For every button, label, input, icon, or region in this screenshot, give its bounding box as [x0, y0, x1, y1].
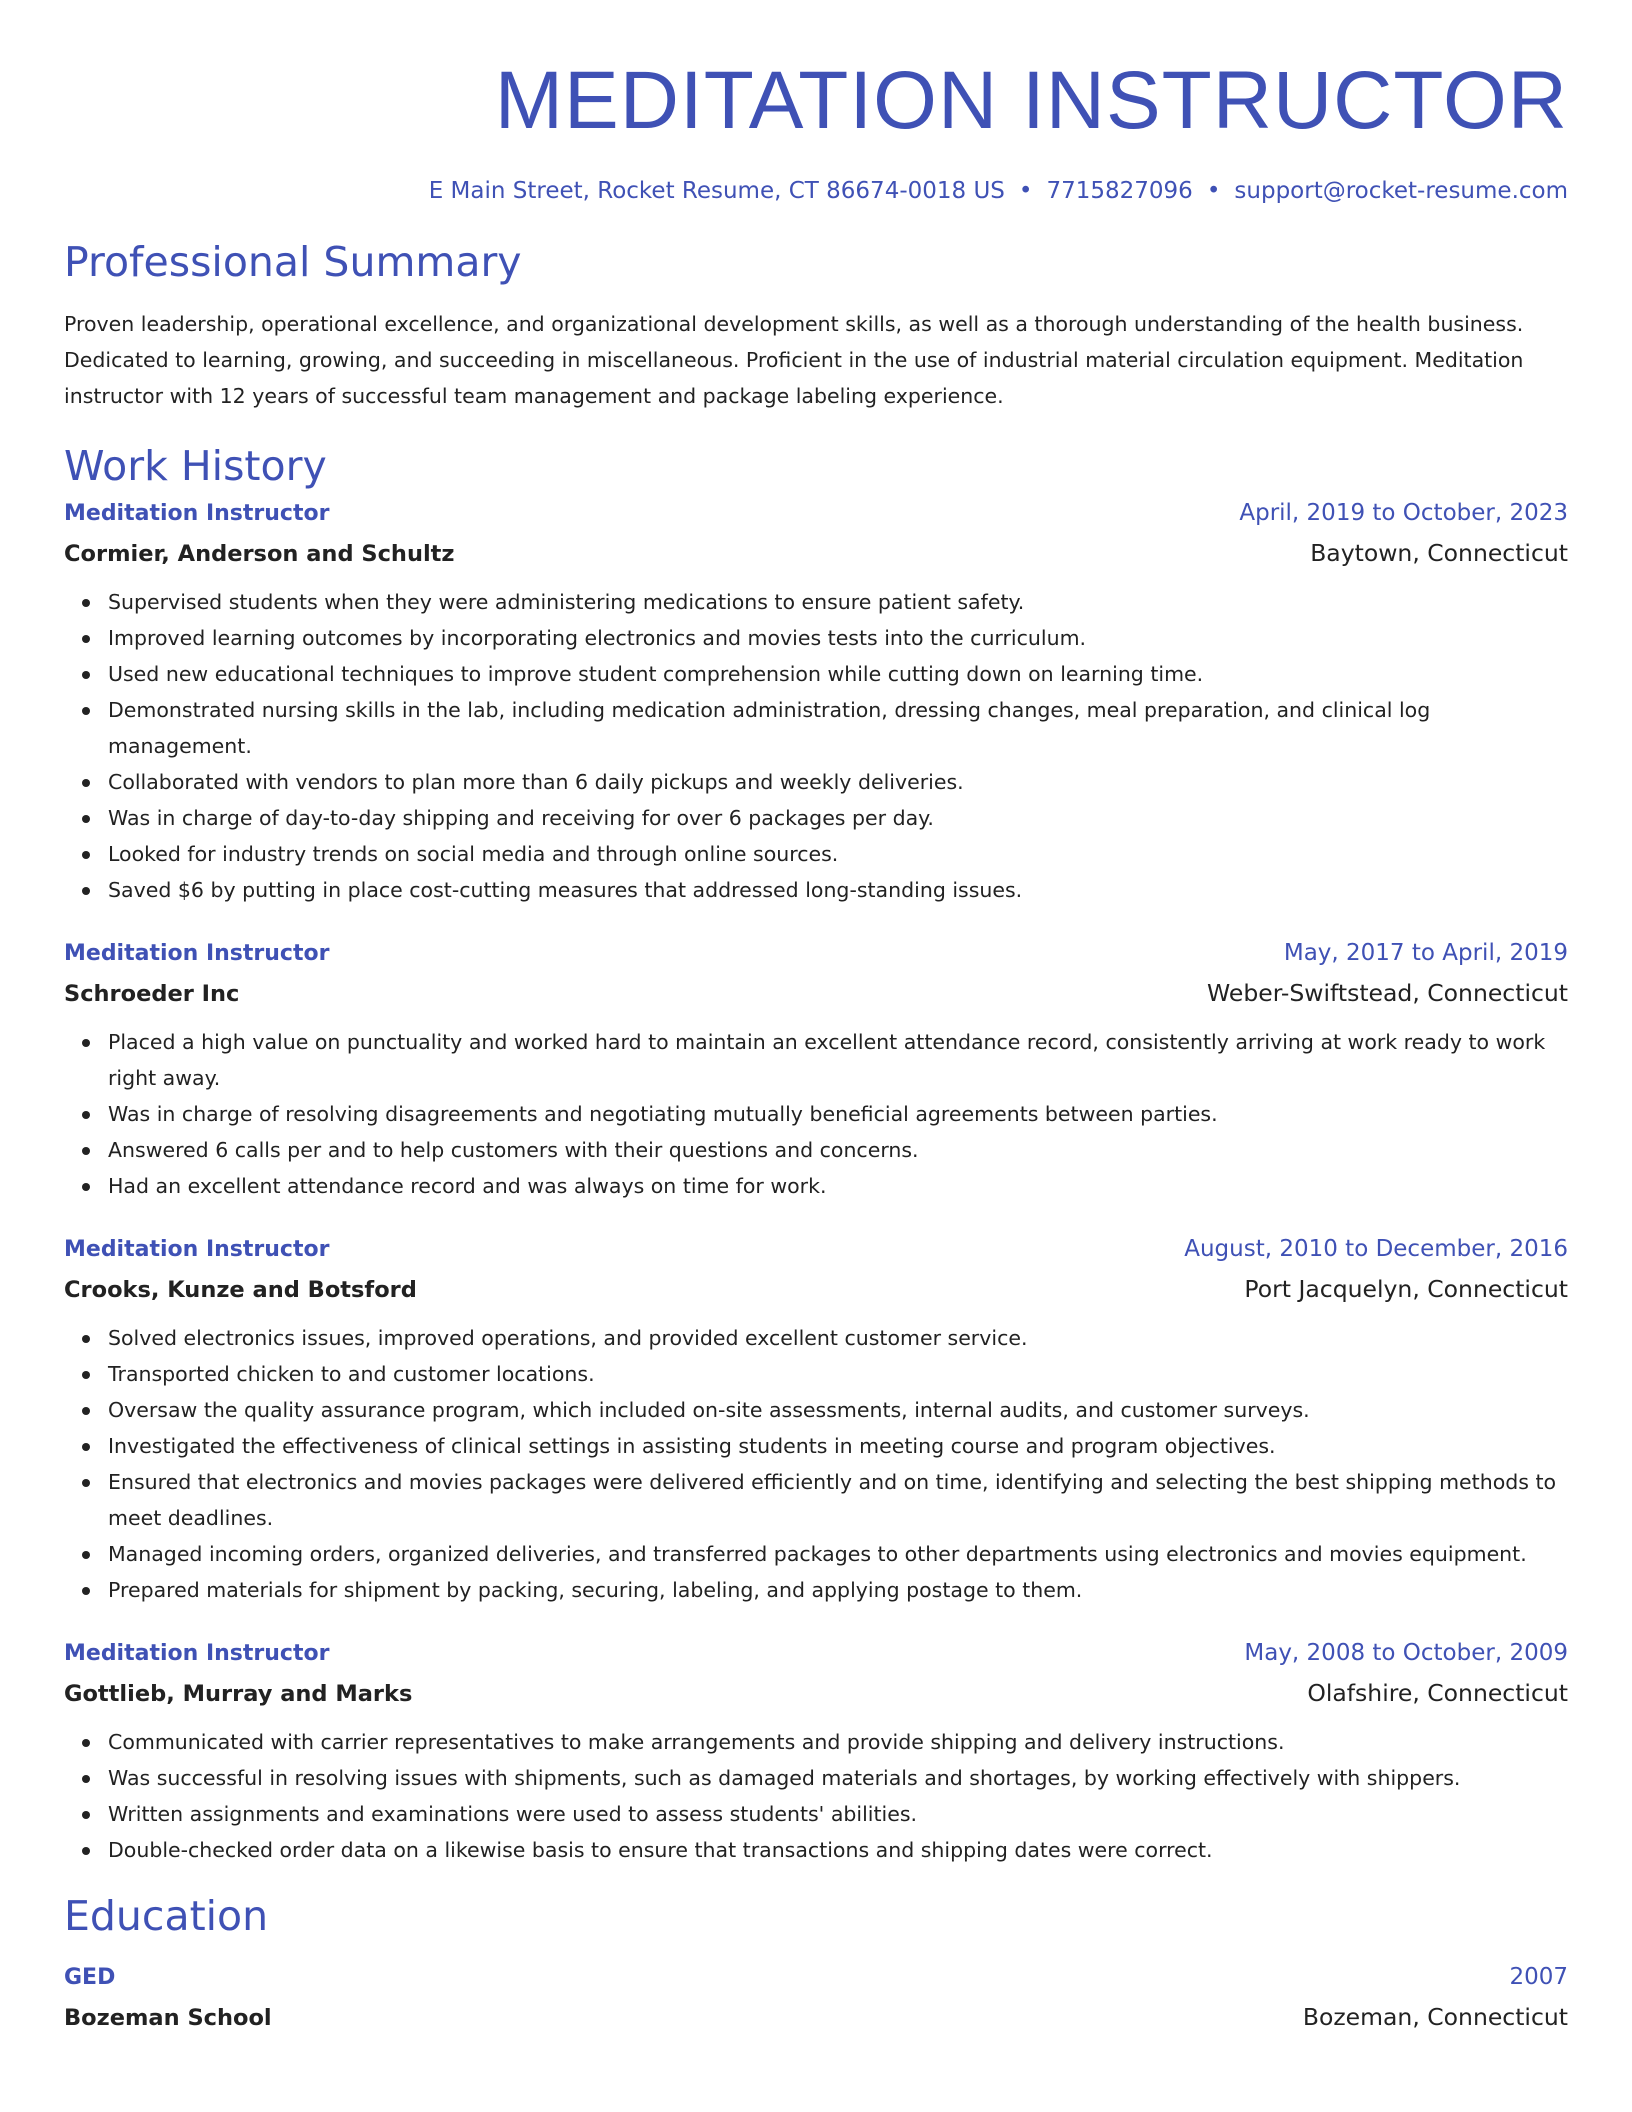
education-location: Bozeman, Connecticut: [1302, 2003, 1568, 2031]
job-title: Meditation Instructor: [64, 501, 330, 526]
education-degree: GED: [64, 1965, 116, 1990]
education-heading: Education: [64, 1892, 269, 1940]
job-location: Baytown, Connecticut: [1310, 539, 1568, 567]
job-entry: [64, 934, 1568, 1204]
job-bullet: Supervised students when they were administering medications to ensure patient safety.: [108, 584, 1568, 620]
job-bullet: Was successful in resolving issues with shipments, such as damaged materials and shortages, by working effectively with shippers.: [108, 1760, 1568, 1796]
job-bullet: Answered 6 calls per and to help customers with their questions and concerns.: [108, 1132, 1568, 1168]
contact-email[interactable]: support@rocket-resume.com: [1234, 178, 1568, 204]
job-company: Cormier, Anderson and Schultz: [64, 541, 455, 567]
job-dates: May, 2017 to April, 2019: [1283, 940, 1568, 966]
job-dates: May, 2008 to October, 2009: [1244, 1640, 1568, 1666]
job-bullet: Collaborated with vendors to plan more than 6 daily pickups and weekly deliveries.: [108, 764, 1568, 800]
job-entry: [64, 494, 1568, 908]
summary-text: Proven leadership, operational excellence, and organizational development skills, as well as a thorough understanding of the health business. Dedicated to learning, growing, and succeeding in miscellaneous. Proficient in the use of industrial material circulation equipment. Meditation instructor with 12 years of successful team management and package labeling experience.: [64, 312, 1524, 408]
job-location: Weber-Swiftstead, Connecticut: [1207, 979, 1568, 1007]
job-location: Port Jacquelyn, Connecticut: [1244, 1275, 1568, 1303]
job-dates: August, 2010 to December, 2016: [1184, 1236, 1568, 1262]
job-location: Olafshire, Connecticut: [1307, 1679, 1568, 1707]
contact-separator: •: [1018, 178, 1033, 204]
contact-line: [64, 174, 1568, 208]
resume-page: [64, 0, 1568, 2038]
job-entry: [64, 1230, 1568, 1608]
summary-heading: Professional Summary: [64, 238, 522, 286]
job-dates: April, 2019 to October, 2023: [1239, 500, 1568, 526]
candidate-name: MEDITATION INSTRUCTOR: [494, 55, 1568, 146]
job-title: Meditation Instructor: [64, 941, 330, 966]
job-bullet: Oversaw the quality assurance program, which included on-site assessments, internal audits, and customer surveys.: [108, 1392, 1568, 1428]
education-year: 2007: [1509, 1964, 1568, 1990]
job-bullets: [64, 1320, 1568, 1608]
contact-phone[interactable]: 7715827096: [1046, 178, 1193, 204]
job-bullet: Saved $6 by putting in place cost-cutting measures that addressed long-standing issues.: [108, 872, 1568, 908]
job-title: Meditation Instructor: [64, 1641, 330, 1666]
contact-address: E Main Street, Rocket Resume, CT 86674-0018 US: [428, 178, 1005, 204]
job-bullet: Communicated with carrier representatives to make arrangements and provide shipping and delivery instructions.: [108, 1724, 1568, 1760]
job-bullet: Prepared materials for shipment by packing, securing, labeling, and applying postage to them.: [108, 1572, 1568, 1608]
work-history-heading: Work History: [64, 442, 327, 490]
job-bullet: Looked for industry trends on social media and through online sources.: [108, 836, 1568, 872]
job-bullet: Placed a high value on punctuality and worked hard to maintain an excellent attendance record, consistently arriving at work ready to work right away.: [108, 1024, 1568, 1096]
job-bullet: Was in charge of day-to-day shipping and receiving for over 6 packages per day.: [108, 800, 1568, 836]
contact-separator: •: [1206, 178, 1221, 204]
job-bullet: Demonstrated nursing skills in the lab, including medication administration, dressing changes, meal preparation, and clinical log management.: [108, 692, 1568, 764]
job-bullet: Double-checked order data on a likewise basis to ensure that transactions and shipping dates were correct.: [108, 1832, 1568, 1868]
job-bullets: [64, 1724, 1568, 1868]
job-title: Meditation Instructor: [64, 1237, 330, 1262]
education-entry: [64, 1958, 1568, 2038]
job-company: Crooks, Kunze and Botsford: [64, 1277, 417, 1303]
job-bullet: Was in charge of resolving disagreements and negotiating mutually beneficial agreements between parties.: [108, 1096, 1568, 1132]
job-company: Schroeder Inc: [64, 981, 240, 1007]
job-entry: [64, 1634, 1568, 1868]
job-bullet: Solved electronics issues, improved operations, and provided excellent customer service.: [108, 1320, 1568, 1356]
job-bullets: [64, 1024, 1568, 1204]
resume-header: [64, 0, 1568, 208]
job-bullets: [64, 584, 1568, 908]
education-school: Bozeman School: [64, 2005, 272, 2031]
job-bullet: Managed incoming orders, organized deliveries, and transferred packages to other departments using electronics and movies equipment.: [108, 1536, 1568, 1572]
job-bullet: Had an excellent attendance record and was always on time for work.: [108, 1168, 1568, 1204]
job-bullet: Ensured that electronics and movies packages were delivered efficiently and on time, identifying and selecting the best shipping methods to meet deadlines.: [108, 1464, 1568, 1536]
job-company: Gottlieb, Murray and Marks: [64, 1681, 413, 1707]
job-bullet: Used new educational techniques to improve student comprehension while cutting down on learning time.: [108, 656, 1568, 692]
job-bullet: Improved learning outcomes by incorporating electronics and movies tests into the curriculum.: [108, 620, 1568, 656]
job-bullet: Transported chicken to and customer locations.: [108, 1356, 1568, 1392]
job-bullet: Investigated the effectiveness of clinical settings in assisting students in meeting course and program objectives.: [108, 1428, 1568, 1464]
job-bullet: Written assignments and examinations were used to assess students' abilities.: [108, 1796, 1568, 1832]
